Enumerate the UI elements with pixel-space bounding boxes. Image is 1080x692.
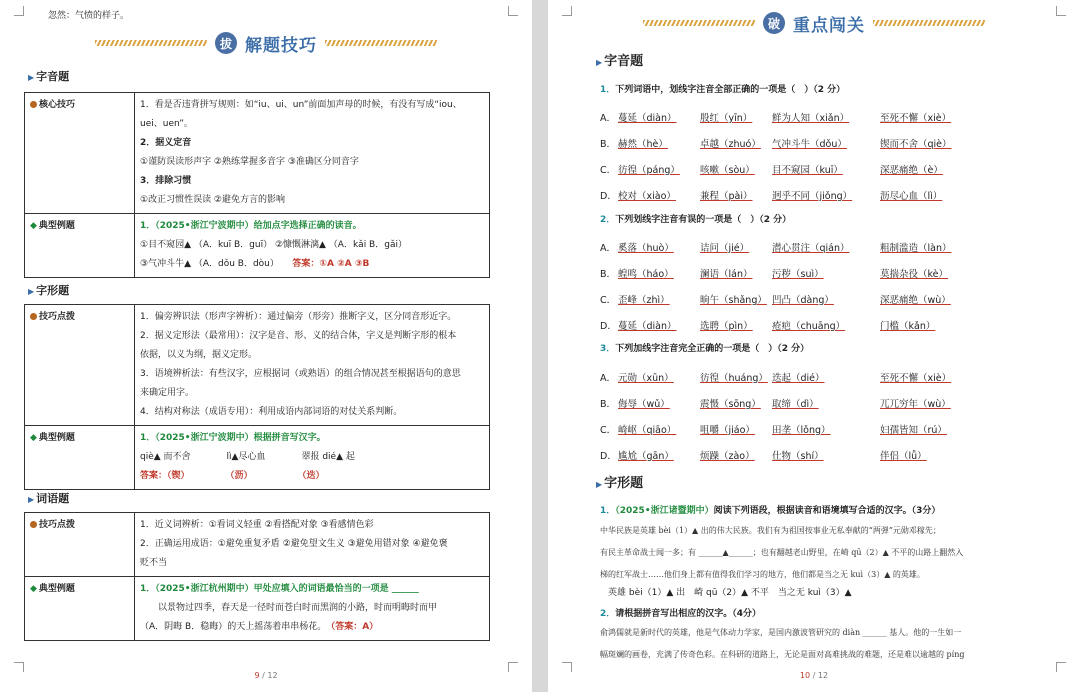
text-line: ①改正习惯性误读 ②避免方言的影响	[140, 195, 285, 205]
top-text: 忽然：气愤的样子。	[48, 11, 130, 21]
option-row[interactable]	[600, 266, 990, 280]
row-content	[135, 305, 490, 426]
answer-text: （答案：A）	[330, 622, 379, 632]
row-content	[135, 577, 490, 641]
option-row[interactable]	[600, 162, 990, 176]
banner-decoration	[325, 40, 437, 46]
option-word: 莫揣杂役（kè）	[880, 269, 949, 280]
banner-decoration	[95, 40, 207, 46]
option-row[interactable]	[600, 240, 990, 254]
banner-badge: 拔	[215, 32, 237, 54]
row-content	[135, 513, 490, 577]
text-line: 依据，以义为纲，据义定形。	[140, 350, 258, 360]
option-word: 兼程（pài）	[700, 191, 753, 202]
option-word: 侮辱（wǔ）	[618, 399, 670, 410]
banner-title: 解题技巧	[245, 35, 317, 56]
text-line: 贬不当	[140, 558, 168, 568]
diamond-bullet-icon: ◆	[30, 433, 37, 443]
option-word: 晌午（shǎng）	[700, 295, 767, 306]
option-letter: C．	[600, 425, 617, 436]
question-heading: 2．下列划线字注音有误的一项是（ ）（2 分）	[600, 215, 792, 225]
option-word: 校对（xiào）	[618, 191, 676, 202]
section-heading: ▶ 词语题	[28, 492, 70, 505]
row-label: ◆ 典型例题	[25, 214, 135, 278]
option-word: 烦躁（zào）	[700, 451, 755, 462]
table-row	[25, 426, 490, 490]
text-line: 2．正确运用成语：①避免重复矛盾 ②避免望文生义 ③避免用错对象 ④避免褒	[140, 539, 448, 549]
text-line: 梯的红军战士……他们身上都有值得我们学习的地方，他们都是当之无 kuì（3）▲ 的英雄。	[600, 570, 925, 579]
tips-table	[24, 92, 490, 278]
option-letter: B．	[600, 139, 617, 150]
option-letter: D．	[600, 451, 617, 462]
option-row[interactable]	[600, 370, 990, 384]
option-letter: B．	[600, 399, 617, 410]
option-row[interactable]	[600, 318, 990, 332]
text-line: uei、uen”。	[140, 119, 193, 129]
right-page	[548, 0, 1080, 692]
text-line: （A．阴晦 B．稳晦）的天上摇荡着串串杨花。 （答案：A）	[140, 622, 379, 632]
option-letter: B．	[600, 269, 617, 280]
option-word: 妇孺皆知（rú）	[880, 425, 947, 436]
option-word: 仕物（shí）	[772, 451, 824, 462]
text-line: 以景物过四季，春天是一径时而苍白时而黑润的小路，时而明晦时而甲	[140, 603, 438, 613]
option-letter: D．	[600, 321, 617, 332]
option-word: 蔓延（diàn）	[618, 113, 677, 124]
option-word: 至死不懈（xiè）	[880, 113, 952, 124]
option-row[interactable]	[600, 396, 990, 410]
row-label: ◆ 典型例题	[25, 577, 135, 641]
option-letter: A．	[600, 373, 616, 384]
text-line: qiè▲ 而不舍 lì▲尽心血 翠报 dié▲ 起	[140, 452, 355, 462]
answer-text: 答案：（锲） （沥） （迭）	[140, 471, 325, 481]
option-word: 彷徨（páng）	[618, 165, 680, 176]
circle-bullet-icon	[30, 521, 37, 528]
question-heading: 1．下列词语中，划线字注音全部正确的一项是（ ）（2 分）	[600, 85, 846, 95]
section-banner	[0, 28, 532, 58]
option-word: 目不窥园（kuī）	[772, 165, 843, 176]
tips-table	[24, 512, 490, 641]
text-line: 1．（2025•浙江宁波期中）给加点字选择正确的读音。	[140, 221, 362, 231]
option-word: 尴尬（gān）	[618, 451, 674, 462]
option-word: 凹凸（dàng）	[772, 295, 834, 306]
banner-decoration	[873, 20, 985, 26]
option-word: 震慑（sōng）	[700, 399, 761, 410]
left-page	[0, 0, 532, 692]
option-word: 取缔（dì）	[772, 399, 819, 410]
banner-badge: 破	[763, 12, 785, 34]
text-line: 1．（2025•浙江宁波期中）根据拼音写汉字。	[140, 433, 326, 443]
option-word: 鲜为人知（xiǎn）	[772, 113, 850, 124]
section-heading: ▶ 字形题	[28, 284, 70, 297]
row-content	[135, 426, 490, 490]
option-letter: D．	[600, 191, 617, 202]
page-number: 9 / 12	[254, 671, 278, 680]
option-word: 诘问（jié）	[700, 243, 750, 254]
option-letter: C．	[600, 295, 617, 306]
option-word: 澜语（lán）	[700, 269, 753, 280]
option-word: 蝗鸣（háo）	[618, 269, 674, 280]
option-word: 锲而不舍（qiè）	[880, 139, 952, 150]
text-line: 1．近义词辨析：①看词义轻重 ②看搭配对象 ③看感情色彩	[140, 520, 374, 530]
option-word: 疮疤（chuāng）	[772, 321, 846, 332]
option-letter: A．	[600, 243, 616, 254]
option-word: 元勋（xūn）	[618, 373, 674, 384]
row-label: 核心技巧	[25, 93, 135, 214]
section-banner	[548, 8, 1080, 38]
section-heading: ▶ 字音题	[596, 54, 644, 69]
circle-bullet-icon	[30, 101, 37, 108]
option-word: 蔓延（diàn）	[618, 321, 677, 332]
section-heading: ▶ 字形题	[596, 476, 644, 491]
option-row[interactable]	[600, 448, 990, 462]
option-row[interactable]	[600, 136, 990, 150]
option-word: 污秽（suì）	[772, 269, 824, 280]
option-letter: A．	[600, 113, 616, 124]
section-heading: ▶ 字音题	[28, 70, 70, 83]
table-row	[25, 93, 490, 214]
option-word: 选聘（pìn）	[700, 321, 753, 332]
fill-line: 英雄 bèi（1）▲ 出 崎 qū（2）▲ 不平 当之无 kuì（3）▲	[608, 588, 852, 598]
option-word: 咳嗽（sòu）	[700, 165, 755, 176]
option-word: 殷红（yīn）	[700, 113, 753, 124]
page-number: 10 / 12	[799, 671, 829, 680]
option-word: 沥尽心血（lì）	[880, 191, 943, 202]
question-heading: 3．下列加线字注音完全正确的一项是（ ）（2 分）	[600, 344, 810, 354]
option-word: 田垄（lǒng）	[772, 425, 831, 436]
text-line: 1．偏旁辨识法（形声字辨析）：通过偏旁（形旁）推断字义，区分同音形近字。	[140, 312, 457, 322]
text-line: 中华民族是英雄 bèi（1）▲ 出的伟大民族。我们有为祖国按事业无私奉献的“两弹”元勋邓稼先；	[600, 526, 941, 535]
question-heading: 1．（2025•浙江诸暨期中）阅读下列语段，根据读音和语境填写合适的汉字。（3分）	[600, 506, 941, 516]
text-line: 1．看是否违背拼写规则：如“iu、ui、un”前面加声母的时候，有没有写成“iou、	[140, 100, 462, 110]
option-word: 彷徨（huáng）	[700, 373, 768, 384]
text-line: 3．语境辨析法：有些汉字，应根据词（或熟语）的组合情况甚至根据语句的意思	[140, 369, 461, 379]
option-word: 兀兀穷年（wù）	[880, 399, 951, 410]
option-word: 气冲斗牛（dǒu）	[772, 139, 847, 150]
crop-mark	[14, 6, 24, 16]
option-word: 赫然（hè）	[618, 139, 668, 150]
option-word: 伴侣（lǚ）	[880, 451, 927, 462]
table-row	[25, 577, 490, 641]
option-word: 至死不懈（xiè）	[880, 373, 952, 384]
option-word: 卓越（zhuó）	[700, 139, 761, 150]
text-line: 俞鸿儒就是新时代的英雄，他是气体动力学家，是国内激波管研究的 diàn ______ 基人。他的一生如一	[600, 628, 962, 637]
text-line: 2．据义定音	[140, 138, 192, 148]
text-line: 3．排除习惯	[140, 176, 192, 186]
diamond-bullet-icon: ◆	[30, 584, 37, 594]
option-word: 深恶痛绝（è）	[880, 165, 943, 176]
tips-table	[24, 304, 490, 490]
text-line: 有民主革命战士闻一多；有 ______▲______；也有翻越老山野里，在崎 qū（2）▲ 不平的山路上翻然入	[600, 548, 964, 557]
option-word: 崎岖（qiāo）	[618, 425, 677, 436]
circle-bullet-icon	[30, 313, 37, 320]
text-line: 幅斑斓的画卷，充满了传奇色彩。在科研的道路上，无论是面对高难挑战的难题，还是难以逾越的 píng	[600, 650, 965, 659]
row-label: 技巧点拨	[25, 305, 135, 426]
option-word: 歪峰（zhì）	[618, 295, 670, 306]
option-word: 迥乎不同（jiǒng）	[772, 191, 853, 202]
option-letter: C．	[600, 165, 617, 176]
text-line: ③气冲斗牛▲ （A．dǒu B．dòu） 答案：①A ②A ③B	[140, 259, 370, 269]
option-word: 潜心贯注（qián）	[772, 243, 850, 254]
passage	[600, 622, 1060, 666]
crop-mark	[508, 6, 518, 16]
text-line: ①谨防误读形声字 ②熟练掌握多音字 ③准确区分同音字	[140, 157, 359, 167]
question-heading: 2．请根据拼音写出相应的汉字。（4分）	[600, 609, 762, 619]
row-label: 技巧点拨	[25, 513, 135, 577]
text-line: ①目不窥园▲ （A．kuī B．guī） ②慷慨淋漓▲ （A．kǎi B．gǎi）	[140, 240, 407, 250]
banner-title: 重点闯关	[793, 15, 865, 36]
answer-text: 答案：①A ②A ③B	[292, 259, 370, 269]
diamond-bullet-icon: ◆	[30, 221, 37, 231]
text-line: 来确定用字。	[140, 388, 195, 398]
row-content	[135, 93, 490, 214]
option-word: 深恶痛绝（wù）	[880, 295, 951, 306]
passage	[600, 520, 1060, 586]
option-word: 咀嚼（jiáo）	[700, 425, 755, 436]
table-row	[25, 305, 490, 426]
row-content	[135, 214, 490, 278]
table-row	[25, 214, 490, 278]
option-row[interactable]	[600, 292, 990, 306]
option-word: 迭起（dié）	[772, 373, 825, 384]
option-word: 门槛（kǎn）	[880, 321, 936, 332]
row-label: ◆ 典型例题	[25, 426, 135, 490]
text-line: 1．（2025•浙江杭州期中）甲处应填入的词语最恰当的一项是 ______	[140, 584, 419, 594]
option-row[interactable]	[600, 110, 990, 124]
option-row[interactable]	[600, 422, 990, 436]
table-row	[25, 513, 490, 577]
option-row[interactable]	[600, 188, 990, 202]
banner-decoration	[643, 20, 755, 26]
option-word: 粗制滥造（làn）	[880, 243, 952, 254]
text-line: 4．结构对称法（成语专用）：利用成语内部词语的对仗关系判断。	[140, 407, 403, 417]
option-word: 奚落（huò）	[618, 243, 674, 254]
text-line: 2．据义定形法（最常用）：汉字是音、形、义的结合体，字义是判断字形的根本	[140, 331, 457, 341]
